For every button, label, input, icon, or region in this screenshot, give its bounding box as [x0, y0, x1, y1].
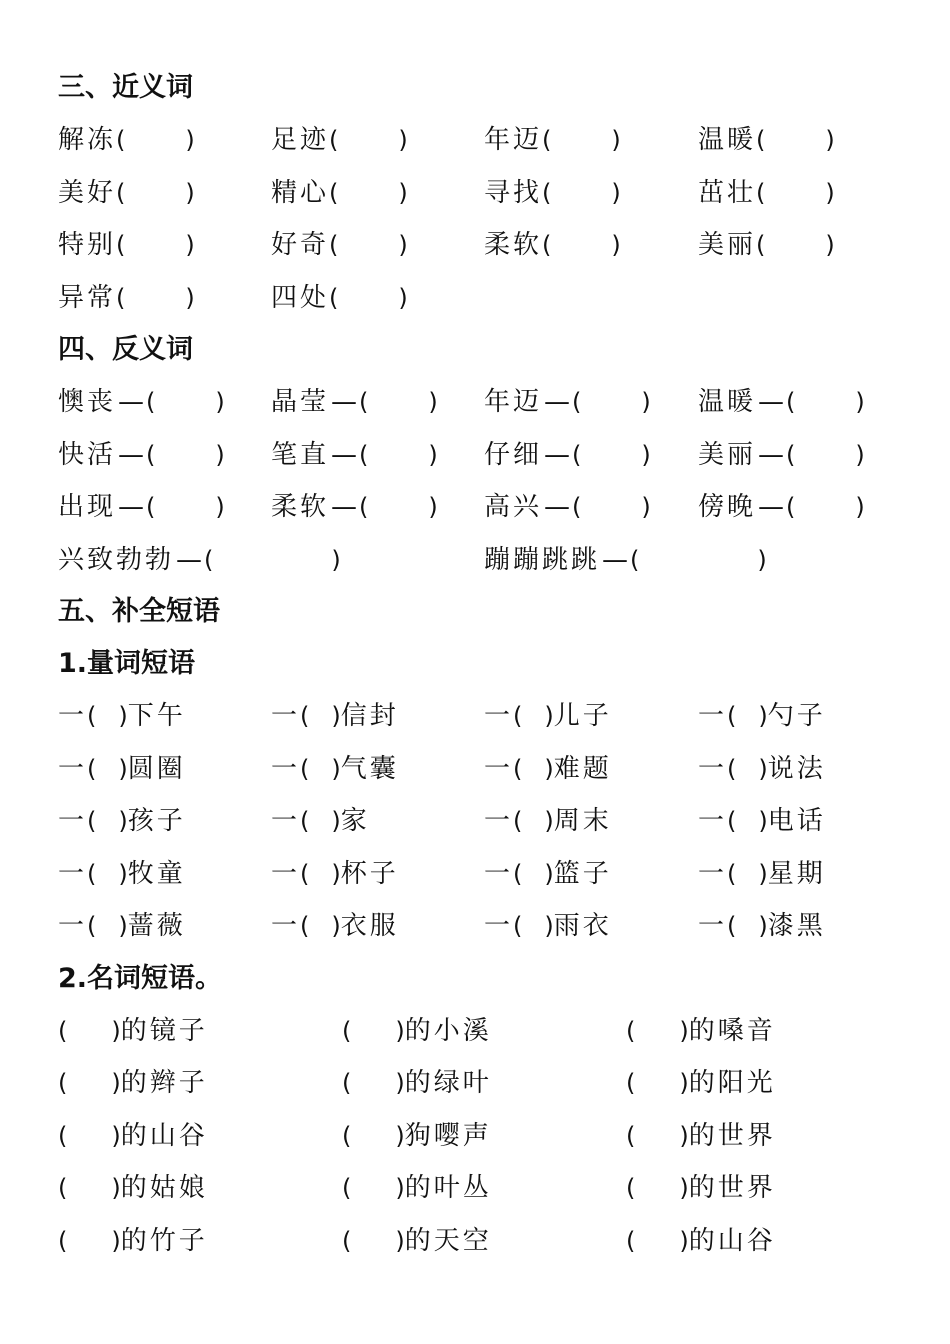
antonym-item: 年迈—( ): [484, 387, 651, 417]
antonym-item: 快活—( ): [58, 439, 225, 470]
synonym-item: 四处( ): [271, 282, 408, 313]
noun-item: ( )的叶丛: [342, 1173, 492, 1203]
noun-item: ( )的山谷: [58, 1120, 208, 1151]
measure-item: 一( )家: [271, 806, 370, 836]
antonym-item: 柔软—( ): [271, 492, 438, 522]
synonym-row: [58, 219, 918, 272]
measure-item: 一( )漆黑: [698, 911, 826, 941]
noun-item: ( )的镜子: [58, 1015, 208, 1046]
noun-item: ( )的山谷: [626, 1225, 776, 1256]
measure-row: [58, 900, 918, 953]
measure-item: 一( )勺子: [698, 701, 826, 731]
synonym-item: 好奇( ): [271, 230, 408, 260]
antonym-item: 出现—( ): [58, 492, 225, 522]
synonym-item: 年迈( ): [484, 125, 621, 155]
synonym-item: 柔软( ): [484, 230, 621, 260]
antonym-item: 晶莹—( ): [271, 387, 438, 417]
noun-item: ( )的竹子: [58, 1225, 208, 1256]
measure-item: 一( )信封: [271, 701, 399, 731]
section-5-title: 五、补全短语: [58, 596, 220, 627]
noun-row: [58, 1057, 918, 1110]
measure-row: [58, 795, 918, 848]
measure-row: [58, 690, 918, 743]
antonym-item: 温暖—( ): [698, 387, 865, 417]
measure-item: 一( )电话: [698, 806, 826, 836]
synonym-row: [58, 272, 918, 325]
antonym-row: [58, 376, 918, 429]
synonym-item: 异常( ): [58, 282, 195, 313]
measure-item: 一( )说法: [698, 753, 826, 784]
synonym-item: 茁壮( ): [698, 177, 835, 208]
measure-item: 一( )衣服: [271, 911, 399, 941]
antonym-item: 傍晚—( ): [698, 492, 865, 522]
antonym-item: 仔细—( ): [484, 439, 651, 470]
antonym-item: 美丽—( ): [698, 439, 865, 470]
antonym-item: 懊丧—( ): [58, 387, 225, 417]
synonym-item: 特别( ): [58, 230, 195, 260]
measure-item: 一( )蔷薇: [58, 911, 186, 941]
section-4-title: 四、反义词: [58, 334, 193, 365]
measure-item: 一( )杯子: [271, 858, 399, 889]
noun-item: ( )的绿叶: [342, 1068, 492, 1098]
synonym-item: 寻找( ): [484, 177, 621, 208]
antonym-row: [58, 534, 918, 587]
synonym-row: [58, 114, 918, 167]
noun-item: ( )的姑娘: [58, 1173, 208, 1203]
antonym-row: [58, 429, 918, 482]
measure-item: 一( )篮子: [484, 858, 612, 889]
noun-row: [58, 1110, 918, 1163]
measure-row: [58, 743, 918, 796]
noun-item: ( )的世界: [626, 1120, 776, 1151]
measure-item: 一( )气囊: [271, 753, 399, 784]
worksheet: [58, 62, 918, 1267]
measure-item: 一( )牧童: [58, 858, 186, 889]
measure-item: 一( )周末: [484, 806, 612, 836]
antonym-item: 笔直—( ): [271, 439, 438, 470]
antonym-item: 蹦蹦跳跳—( ): [484, 544, 767, 575]
noun-item: ( )的嗓音: [626, 1015, 776, 1046]
noun-row: [58, 1215, 918, 1268]
measure-item: 一( )雨衣: [484, 911, 612, 941]
antonym-item: 高兴—( ): [484, 492, 651, 522]
synonym-item: 美丽( ): [698, 230, 835, 260]
measure-item: 一( )儿子: [484, 701, 612, 731]
measure-item: 一( )下午: [58, 701, 186, 731]
measure-item: 一( )难题: [484, 753, 612, 784]
synonym-item: 精心( ): [271, 177, 408, 208]
measure-phrase-subtitle: 1.量词短语: [58, 648, 196, 679]
measure-item: 一( )圆圈: [58, 753, 186, 784]
synonym-row: [58, 167, 918, 220]
measure-row: [58, 848, 918, 901]
noun-row: [58, 1162, 918, 1215]
noun-item: ( )的辫子: [58, 1068, 208, 1098]
antonym-item: 兴致勃勃—( ): [58, 544, 341, 575]
synonym-item: 美好( ): [58, 177, 195, 208]
noun-item: ( )的世界: [626, 1173, 776, 1203]
section-3-title: 三、近义词: [58, 72, 193, 103]
noun-item: ( )的小溪: [342, 1015, 492, 1046]
noun-item: ( )的天空: [342, 1225, 492, 1256]
noun-item: ( )的阳光: [626, 1068, 776, 1098]
synonym-item: 足迹( ): [271, 125, 408, 155]
noun-row: [58, 1005, 918, 1058]
antonym-row: [58, 481, 918, 534]
synonym-item: 解冻( ): [58, 125, 195, 155]
measure-item: 一( )星期: [698, 858, 826, 889]
synonym-item: 温暖( ): [698, 125, 835, 155]
measure-item: 一( )孩子: [58, 806, 186, 836]
noun-phrase-subtitle: 2.名词短语。: [58, 962, 223, 994]
noun-item: ( )狗嘤声: [342, 1120, 492, 1151]
